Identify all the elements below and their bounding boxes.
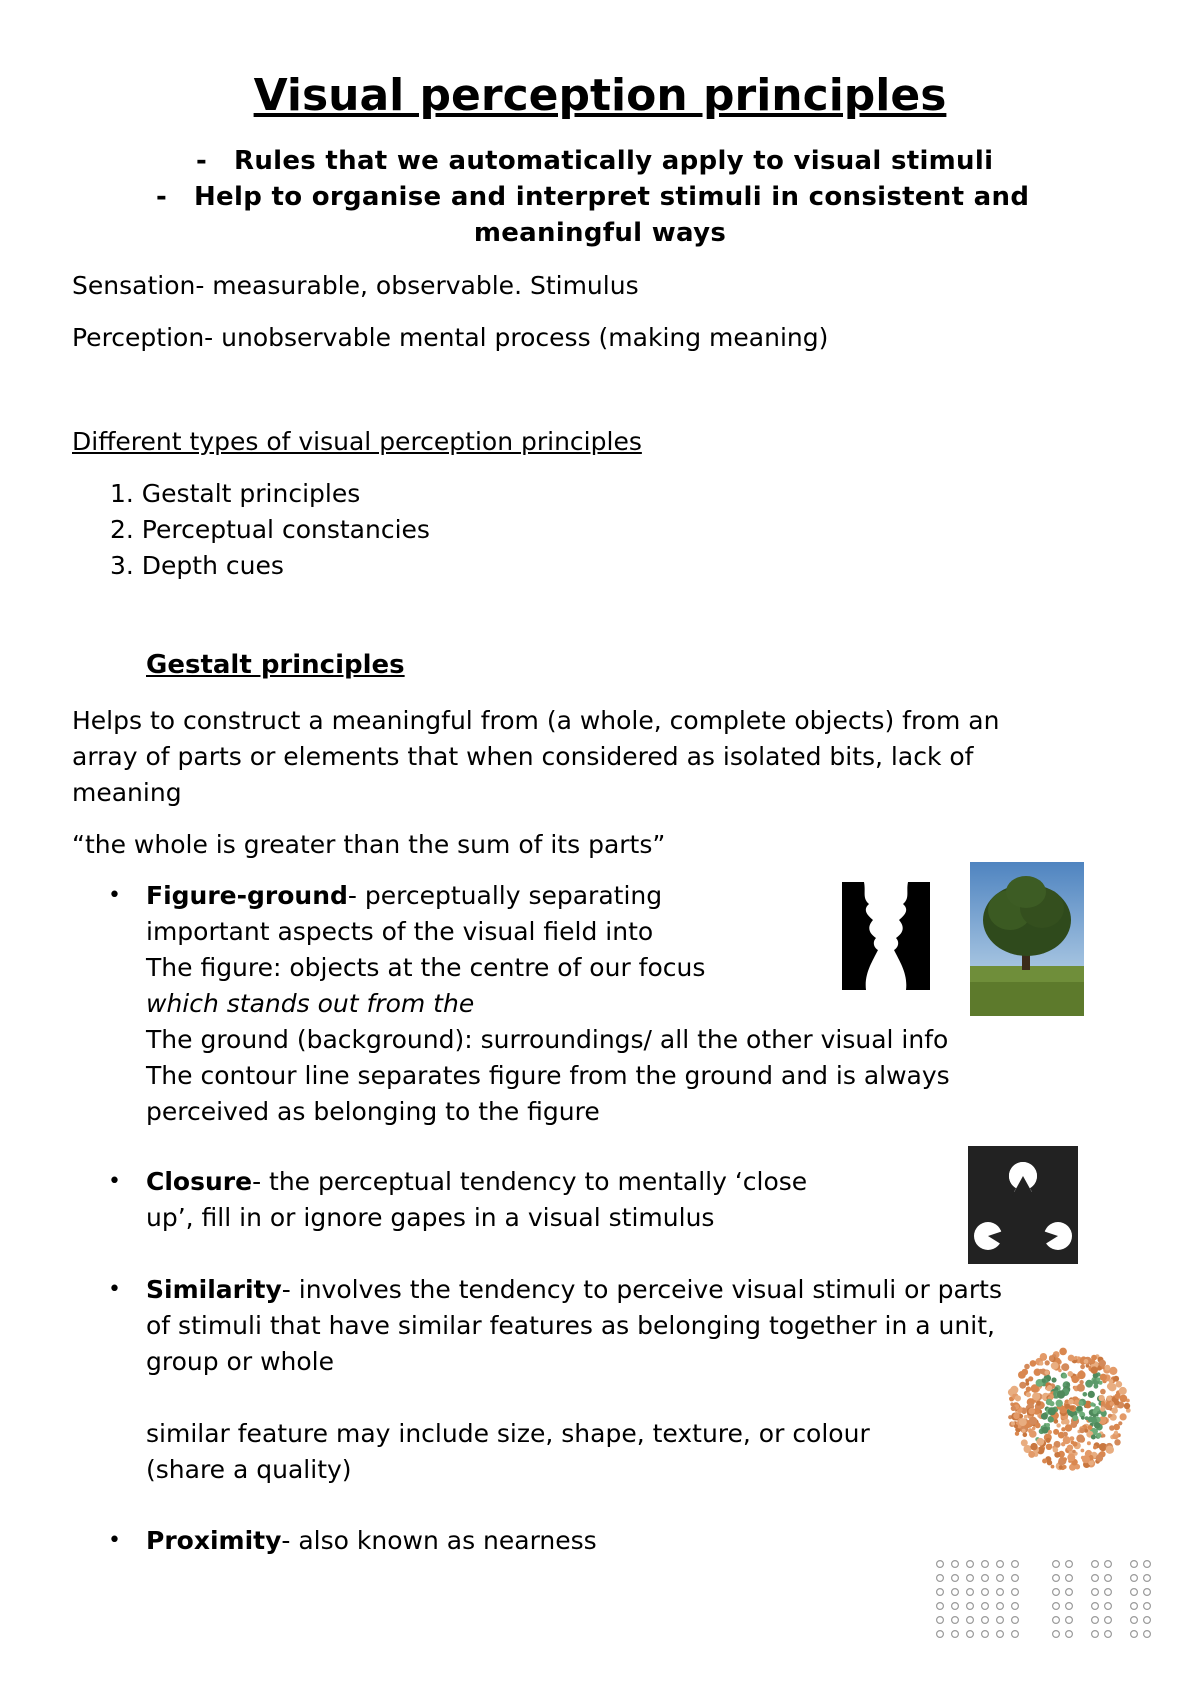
figure-ground-line: Figure-ground- perceptually separating bbox=[146, 881, 663, 910]
similarity-line: group or whole bbox=[146, 1347, 334, 1376]
similarity-line: (share a quality) bbox=[146, 1455, 352, 1484]
gestalt-intro-line: array of parts or elements that when considered as isolated bits, lack of bbox=[72, 742, 974, 771]
bullet-icon: • bbox=[108, 883, 121, 908]
gestalt-intro-line: Helps to construct a meaningful from (a whole, complete objects) from an bbox=[72, 706, 1000, 735]
gestalt-heading: Gestalt principles bbox=[146, 650, 405, 680]
types-heading: Different types of visual perception principles bbox=[72, 427, 642, 456]
similarity-line: similar feature may include size, shape, texture, or colour bbox=[146, 1419, 870, 1448]
gestalt-quote: “the whole is greater than the sum of its parts” bbox=[72, 830, 666, 859]
figure-ground-line: perceived as belonging to the figure bbox=[146, 1097, 600, 1126]
types-list-item: 2. Perceptual constancies bbox=[110, 515, 430, 544]
colour-plate-image bbox=[1004, 1344, 1134, 1474]
closure-illusion-image bbox=[968, 1146, 1078, 1264]
similarity-line: of stimuli that have similar features as belonging together in a unit, bbox=[146, 1311, 995, 1340]
bullet-icon: • bbox=[108, 1277, 121, 1302]
sensation-definition: Sensation- measurable, observable. Stimulus bbox=[72, 271, 639, 300]
rubin-vase-image bbox=[842, 882, 930, 990]
proximity-line: Proximity- also known as nearness bbox=[146, 1526, 597, 1555]
tree-image bbox=[970, 862, 1084, 1016]
gestalt-intro-line: meaning bbox=[72, 778, 182, 807]
proximity-term: Proximity bbox=[146, 1526, 282, 1555]
closure-line: up’, fill in or ignore gapes in a visual stimulus bbox=[146, 1203, 715, 1232]
proximity-dots-image bbox=[930, 1556, 1170, 1644]
closure-line: Closure- the perceptual tendency to mentally ‘close bbox=[146, 1167, 808, 1196]
figure-ground-line: which stands out from the bbox=[146, 989, 475, 1018]
types-list-item: 3. Depth cues bbox=[110, 551, 284, 580]
figure-ground-line: important aspects of the visual field into bbox=[146, 917, 654, 946]
figure-ground-line: The contour line separates figure from the ground and is always bbox=[146, 1061, 950, 1090]
subpoint-text: Rules that we automatically apply to visual stimuli bbox=[234, 146, 994, 176]
similarity-line: Similarity- involves the tendency to perceive visual stimuli or parts bbox=[146, 1275, 1002, 1304]
bullet-icon: • bbox=[108, 1528, 121, 1553]
perception-definition: Perception- unobservable mental process (making meaning) bbox=[72, 323, 829, 352]
subpoint-dash: - bbox=[156, 182, 168, 212]
subpoint-text-continued: meaningful ways bbox=[473, 218, 727, 248]
closure-term: Closure bbox=[146, 1167, 253, 1196]
subpoint-dash: - bbox=[196, 146, 208, 176]
figure-ground-line: The figure: objects at the centre of our focus bbox=[146, 953, 706, 982]
bullet-icon: • bbox=[108, 1169, 121, 1194]
figure-ground-line: The ground (background): surroundings/ all the other visual info bbox=[146, 1025, 949, 1054]
subpoint-text: Help to organise and interpret stimuli in consistent and bbox=[194, 182, 1030, 212]
page-title: Visual perception principles bbox=[253, 70, 947, 121]
figure-ground-term: Figure-ground bbox=[146, 881, 348, 910]
similarity-term: Similarity bbox=[146, 1275, 282, 1304]
types-list-item: 1. Gestalt principles bbox=[110, 479, 361, 508]
